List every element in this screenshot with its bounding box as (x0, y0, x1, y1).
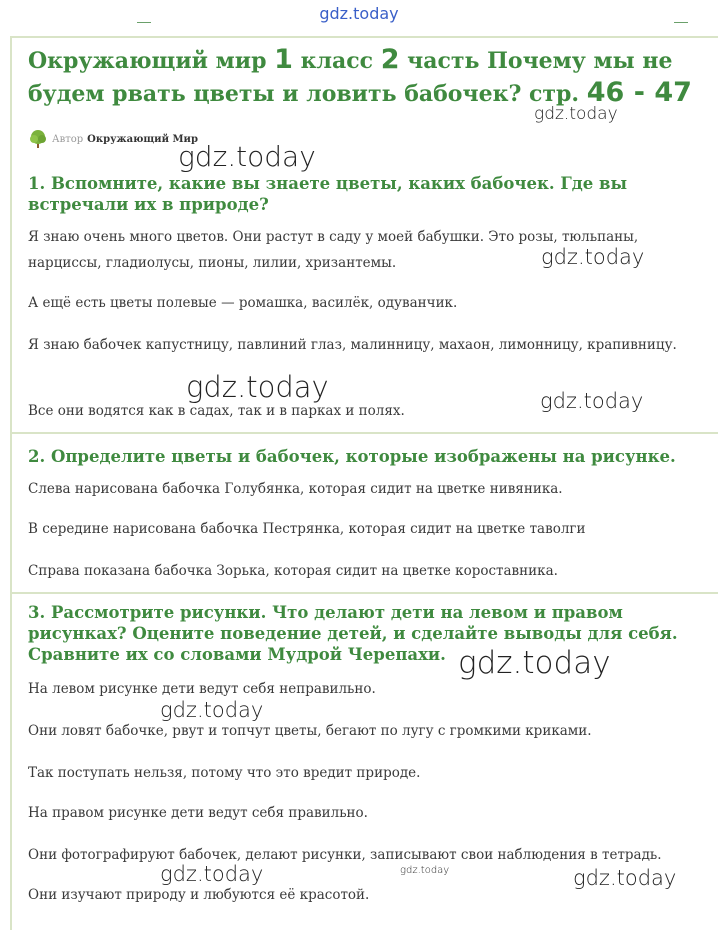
grade-number: 1 (274, 44, 293, 75)
answer-paragraph: Я знаю очень много цветов. Они растут в саду у моей бабушки. Это розы, тюльпаны, нарциссы, гладиолусы, пионы, лилии, хризантемы. (28, 229, 639, 271)
page-title (28, 44, 708, 110)
answer-paragraph: На правом рисунке дети ведут себя правильно. (28, 805, 368, 821)
answer-paragraph: Все они водятся как в садах, так и в парках и полях. (28, 403, 405, 419)
watermark: gdz.today (534, 104, 618, 124)
site-logo-text[interactable]: gdz.today (319, 4, 399, 23)
answer-paragraph: На левом рисунке дети ведут себя неправильно. (28, 681, 376, 697)
answer-paragraph: Я знаю бабочек капустницу, павлиний глаз, малинницу, махаон, лимонницу, крапивницу. (28, 337, 677, 353)
tree-icon (28, 129, 48, 149)
watermark: gdz.today (540, 389, 644, 413)
watermark: gdz.today (186, 370, 329, 404)
title-text: Окружающий мир (28, 48, 275, 74)
question-1: 1. Вспомните, какие вы знаете цветы, каких бабочек. Где вы встречали их в природе? (28, 174, 627, 214)
frame-left-border (10, 36, 12, 930)
answer-paragraph: А ещё есть цветы полевые — ромашка, василёк, одуванчик. (28, 295, 458, 311)
answer-paragraph: Слева нарисована бабочка Голубянка, которая сидит на цветке нивяника. (28, 481, 563, 497)
author-name[interactable]: Окружающий Мир (87, 133, 198, 145)
answer-paragraph: Они изучают природу и любуются её красотой. (28, 887, 370, 903)
watermark: gdz.today (458, 645, 611, 681)
watermark: gdz.today (541, 245, 645, 269)
section-divider (10, 592, 718, 594)
divider (137, 22, 151, 23)
watermark: gdz.today (160, 862, 264, 886)
question-2: 2. Определите цветы и бабочек, которые изображены на рисунке. (28, 447, 676, 466)
watermark: gdz.today (160, 698, 264, 722)
divider (674, 22, 688, 23)
author-label: Автор (52, 133, 84, 145)
title-text: часть Почему мы не будем рвать цветы и ловить бабочек? стр. (28, 48, 673, 107)
page-numbers: 46 - 47 (586, 77, 692, 108)
answer-paragraph: Так поступать нельзя, потому что это вредит природе. (28, 765, 421, 781)
watermark: gdz.today (178, 140, 316, 173)
answer-paragraph: В середине нарисована бабочка Пестрянка, которая сидит на цветке таволги (28, 521, 586, 537)
watermark: gdz.today (400, 865, 450, 876)
answer-paragraph: Они фотографируют бабочек, делают рисунки, записывают свои наблюдения в тетрадь. (28, 847, 662, 863)
author-line (28, 128, 198, 150)
title-text: класс (292, 48, 381, 74)
question-3: 3. Рассмотрите рисунки. Что делают дети на левом и правом рисунках? Оцените поведение детей, и сделайте выводы для себя. Сравните их со словами Мудрой Черепахи. (28, 603, 678, 664)
frame-top-border (10, 36, 718, 38)
answer-paragraph: Они ловят бабочке, рвут и топчут цветы, бегают по лугу с громкими криками. (28, 723, 592, 739)
answer-paragraph: Справа показана бабочка Зорька, которая сидит на цветке короставника. (28, 563, 558, 579)
part-number: 2 (380, 44, 400, 75)
page-header (28, 44, 708, 110)
section-divider (10, 432, 718, 434)
watermark: gdz.today (573, 866, 677, 890)
